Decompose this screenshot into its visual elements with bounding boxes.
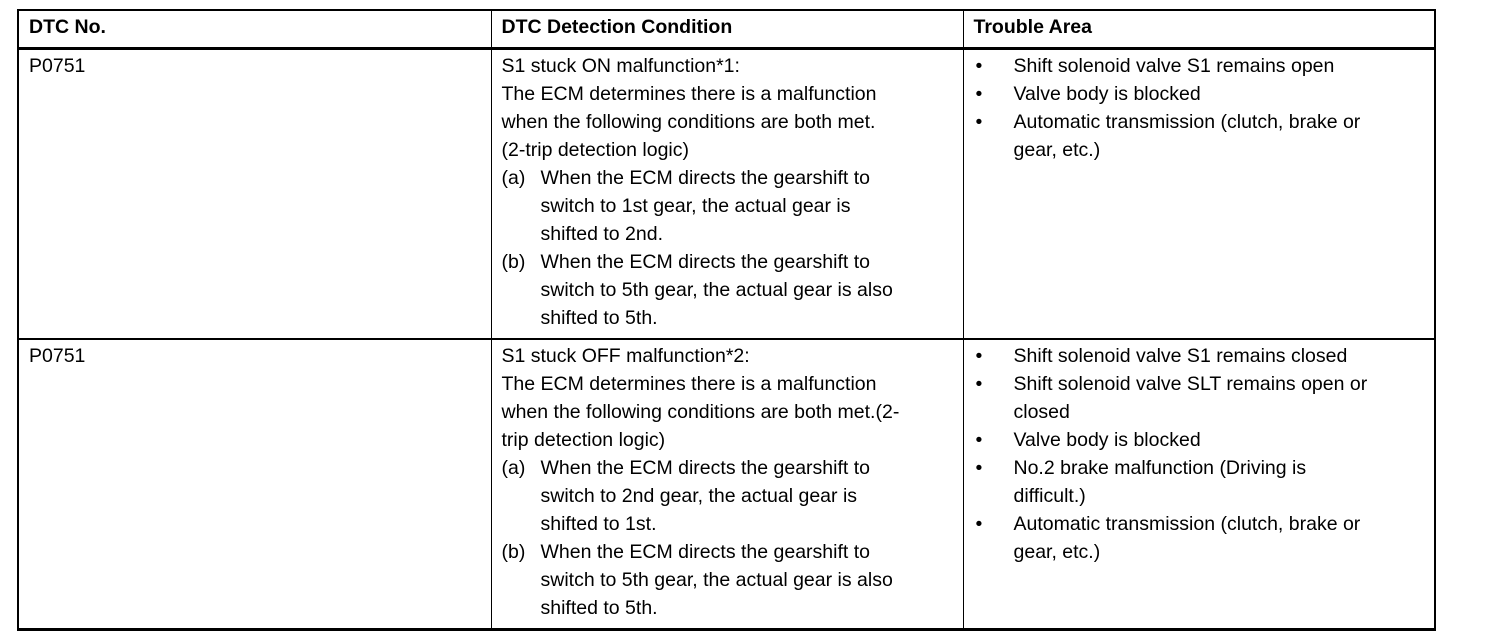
trouble-area-line: Valve body is blocked <box>1013 83 1201 105</box>
sub-condition-line: shifted to 2nd. <box>540 223 664 245</box>
trouble-area-list <box>974 342 1427 566</box>
trouble-area-text <box>1014 108 1427 164</box>
sub-condition-line: switch to 5th gear, the actual gear is also <box>540 279 893 301</box>
trouble-area-text <box>1014 80 1427 108</box>
sub-condition-text <box>541 454 955 538</box>
sub-condition-text <box>541 538 955 622</box>
trouble-area-cell <box>963 339 1435 630</box>
sub-condition-letter: (a) <box>501 457 526 479</box>
trouble-area-list <box>974 52 1427 164</box>
trouble-area-line: closed <box>1013 401 1070 423</box>
sub-condition <box>502 538 955 622</box>
list-item <box>974 52 1427 80</box>
condition-title: S1 stuck ON malfunction*1: <box>501 55 740 77</box>
trouble-area-line: difficult.) <box>1013 485 1086 507</box>
table-row <box>18 49 1435 340</box>
sub-condition-line: shifted to 5th. <box>540 597 658 619</box>
trouble-area-line: No.2 brake malfunction (Driving is <box>1013 457 1307 479</box>
sub-condition-line: shifted to 5th. <box>540 307 658 329</box>
trouble-area-line: Shift solenoid valve SLT remains open or <box>1013 373 1368 395</box>
sub-condition-text <box>541 164 955 248</box>
trouble-area-line: Shift solenoid valve S1 remains open <box>1013 55 1335 77</box>
bullet-icon: • <box>975 111 983 133</box>
trouble-area-text <box>1014 454 1427 510</box>
list-item <box>974 108 1427 164</box>
sub-condition <box>502 454 955 538</box>
list-item <box>974 80 1427 108</box>
bullet-icon: • <box>975 457 983 479</box>
trouble-area-text <box>1014 510 1427 566</box>
list-item <box>974 426 1427 454</box>
trouble-area-text <box>1014 426 1427 454</box>
condition-line: when the following conditions are both met. <box>501 111 876 133</box>
condition-line: The ECM determines there is a malfunction <box>501 83 877 105</box>
trouble-area-line: Automatic transmission (clutch, brake or <box>1013 111 1361 133</box>
condition-line: The ECM determines there is a malfunction <box>501 373 877 395</box>
trouble-area-cell <box>963 49 1435 340</box>
sub-condition-line: shifted to 1st. <box>540 513 657 535</box>
trouble-area-text <box>1014 370 1427 426</box>
bullet-icon: • <box>975 429 983 451</box>
table-row <box>18 339 1435 630</box>
condition-line: (2-trip detection logic) <box>501 139 689 161</box>
trouble-area-line: gear, etc.) <box>1013 541 1101 563</box>
condition-title: S1 stuck OFF malfunction*2: <box>501 345 750 367</box>
sub-condition-letter: (b) <box>501 541 526 563</box>
trouble-area-line: gear, etc.) <box>1013 139 1101 161</box>
list-item <box>974 454 1427 510</box>
detection-condition-cell <box>491 339 963 630</box>
bullet-icon: • <box>975 513 983 535</box>
table-header-row <box>18 10 1435 49</box>
trouble-area-text <box>1014 342 1427 370</box>
list-item <box>974 510 1427 566</box>
condition-line: when the following conditions are both met.(2- <box>501 401 900 423</box>
trouble-area-text <box>1014 52 1427 80</box>
bullet-icon: • <box>975 373 983 395</box>
detection-condition-cell <box>491 49 963 340</box>
dtc-table <box>17 9 1436 631</box>
trouble-area-line: Valve body is blocked <box>1013 429 1201 451</box>
bullet-icon: • <box>975 55 983 77</box>
sub-condition-letter: (b) <box>501 251 526 273</box>
list-item <box>974 342 1427 370</box>
sub-condition-line: switch to 1st gear, the actual gear is <box>540 195 851 217</box>
sub-condition-line: When the ECM directs the gearshift to <box>540 167 870 189</box>
sub-condition-letter: (a) <box>501 167 526 189</box>
dtc-number-cell: P0751 <box>18 49 491 340</box>
sub-condition-line: When the ECM directs the gearshift to <box>540 541 870 563</box>
trouble-area-line: Automatic transmission (clutch, brake or <box>1013 513 1361 535</box>
sub-condition-line: When the ECM directs the gearshift to <box>540 251 870 273</box>
bullet-icon: • <box>975 83 983 105</box>
list-item <box>974 370 1427 426</box>
header-detection-condition: DTC Detection Condition <box>491 10 963 49</box>
dtc-number-cell: P0751 <box>18 339 491 630</box>
condition-line: trip detection logic) <box>501 429 666 451</box>
header-trouble-area: Trouble Area <box>963 10 1435 49</box>
sub-condition-line: switch to 5th gear, the actual gear is also <box>540 569 893 591</box>
trouble-area-line: Shift solenoid valve S1 remains closed <box>1013 345 1348 367</box>
sub-condition <box>502 164 955 248</box>
header-dtc-no: DTC No. <box>18 10 491 49</box>
bullet-icon: • <box>975 345 983 367</box>
sub-condition-line: When the ECM directs the gearshift to <box>540 457 870 479</box>
sub-condition-text <box>541 248 955 332</box>
sub-condition <box>502 248 955 332</box>
sub-condition-line: switch to 2nd gear, the actual gear is <box>540 485 858 507</box>
